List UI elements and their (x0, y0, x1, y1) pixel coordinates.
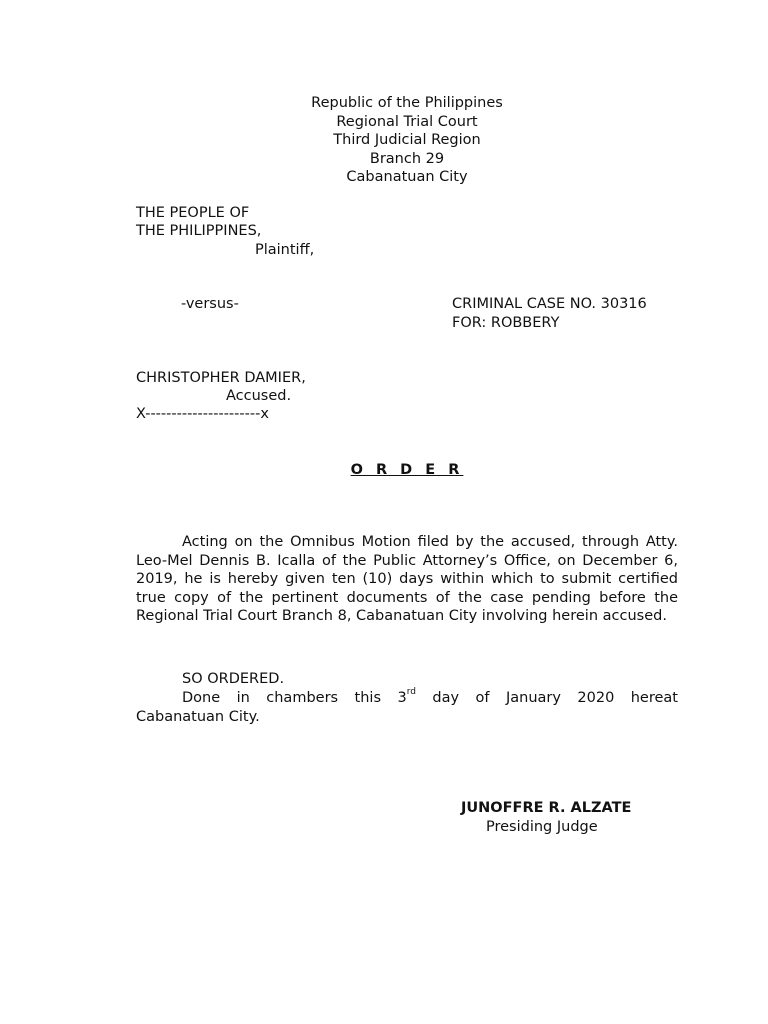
header-region: Third Judicial Region (333, 132, 481, 148)
done-ordinal: rd (406, 687, 416, 698)
case-number: CRIMINAL CASE NO. 30316 (452, 296, 647, 312)
header-republic: Republic of the Philippines (311, 95, 503, 111)
done-line (182, 689, 678, 708)
accused-name: CHRISTOPHER DAMIER, (136, 370, 306, 386)
so-ordered: SO ORDERED. (182, 671, 285, 687)
judge-title: Presiding Judge (486, 819, 598, 835)
order-title: O R D E R (350, 462, 464, 478)
done-prefix: Done in chambers this 3 (182, 690, 407, 706)
paragraph-text: Acting on the Omnibus Motion filed by the accused, through Atty. Leo-Mel Dennis B. Icalla of the Public Attorney’s Office, on December 6, 2019, he is hereby given ten (10) days within which to submit certified true copy of the pertinent documents of the case pending before the Regional Trial Court Branch 8, Cabanatuan City involving herein accused. (136, 534, 678, 624)
done-city: Cabanatuan City. (136, 709, 260, 725)
header-city: Cabanatuan City (346, 169, 468, 185)
judge-name: JUNOFFRE R. ALZATE (461, 800, 632, 816)
versus-label: -versus- (181, 296, 239, 312)
case-offense: FOR: ROBBERY (452, 315, 560, 331)
accused-role: Accused. (226, 388, 292, 404)
court-header (0, 94, 768, 187)
plaintiff-role: Plaintiff, (255, 242, 315, 258)
header-court: Regional Trial Court (336, 113, 478, 130)
plaintiff-line-2: THE PHILIPPINES, (136, 223, 262, 239)
caption-separator: X----------------------x (136, 406, 269, 422)
plaintiff-line-1: THE PEOPLE OF (136, 205, 250, 221)
header-branch: Branch 29 (369, 150, 445, 167)
done-suffix: day of January 2020 hereat (415, 690, 678, 706)
order-body-paragraph (136, 533, 678, 626)
